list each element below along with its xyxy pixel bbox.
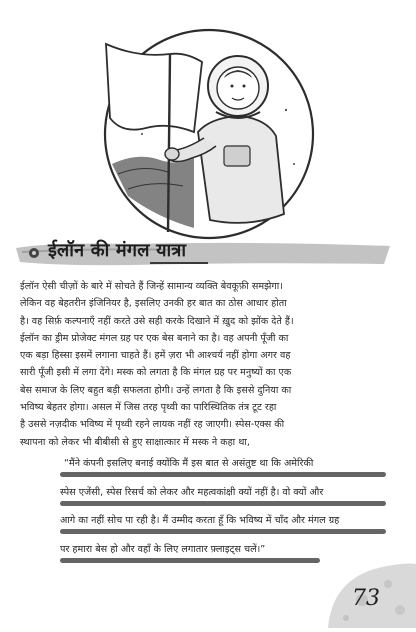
- astronaut-with-flag-icon: [98, 14, 320, 246]
- quote-text: पर हमारा बेस हो और वहाँ के लिए लगातार फ़्लाइट्स चलें।”: [60, 543, 266, 555]
- body-line: सारी पूँजी इसी में लगा देंगे। मस्क को लगता है कि मंगल ग्रह पर मनुष्यों का एक: [20, 367, 292, 379]
- body-line: है उससे नज़दीक भविष्य में पृथ्वी रहने लायक नहीं रह जाएगी। स्पेस-एक्स की: [20, 419, 285, 431]
- body-line: ईलॉन ऐसी चीज़ों के बारे में सोचते हैं जिन्हें सामान्य व्यक्ति बेवकूफ़ी समझेगा।: [20, 281, 283, 292]
- quote-underline-stroke: [60, 558, 320, 563]
- quote-line: [20, 511, 398, 540]
- quote-underline-stroke: [60, 501, 386, 506]
- quote-block: [20, 454, 398, 568]
- body-line: बेस समाज के लिए बहुत बड़ी सफलता होगी। उन्हें लगता है कि इससे दुनिया का: [20, 384, 292, 396]
- quote-line: [20, 454, 398, 483]
- body-line: स्थापना को लेकर भी बीबीसी से हुए साक्षात्कार में मस्क ने कहा था,: [20, 436, 250, 448]
- chapter-heading: ईलॉन की मंगल यात्रा: [48, 240, 187, 261]
- quote-text: स्पेस एजेंसी, स्पेस रिसर्च को लेकर और महत्वकांक्षी क्यों नहीं है। वो क्यों और: [60, 486, 324, 498]
- body-line: लेकिन वह बेहतरीन इंजिनियर है, इसलिए उनकी हर बात का ठोस आधार होता: [20, 298, 287, 310]
- body-line: भविष्य बेहतर होगा। असल में जिस तरह पृथ्वी का पारिस्थितिक तंत्र टूट रहा: [20, 402, 277, 414]
- body-line: है। वह सिर्फ़ कल्पनाएँ नहीं करते उसे सही करके दिखाने में ख़ुद को झोंक देते हैं।: [20, 315, 294, 327]
- body-line: ईलॉन का ड्रीम प्रोजेक्ट मंगल ग्रह पर एक बेस बनाने का है। वह अपनी पूँजी का: [20, 332, 289, 344]
- quote-text: “मैंने कंपनी इसलिए बनाई क्योंकि मैं इस बात से असंतुष्ट था कि अमेरिकी: [64, 458, 314, 469]
- quote-text: आगे का नहीं सोच पा रही है। मैं उम्मीद करता हूँ कि भविष्य में चाँद और मंगल ग्रह: [60, 515, 340, 526]
- astronaut-flag-illustration: [98, 14, 320, 246]
- quote-underline-stroke: [60, 472, 386, 477]
- body-line: एक बड़ा हिस्सा इसमें लगाना चाहते हैं। हमें ज़रा भी आश्चर्य नहीं होगा अगर वह: [20, 350, 291, 362]
- quote-line: [20, 483, 398, 512]
- body-paragraph: [20, 278, 398, 451]
- quote-underline-stroke: [60, 529, 386, 534]
- heading-underline: [150, 262, 208, 264]
- page-number: 73: [352, 586, 380, 611]
